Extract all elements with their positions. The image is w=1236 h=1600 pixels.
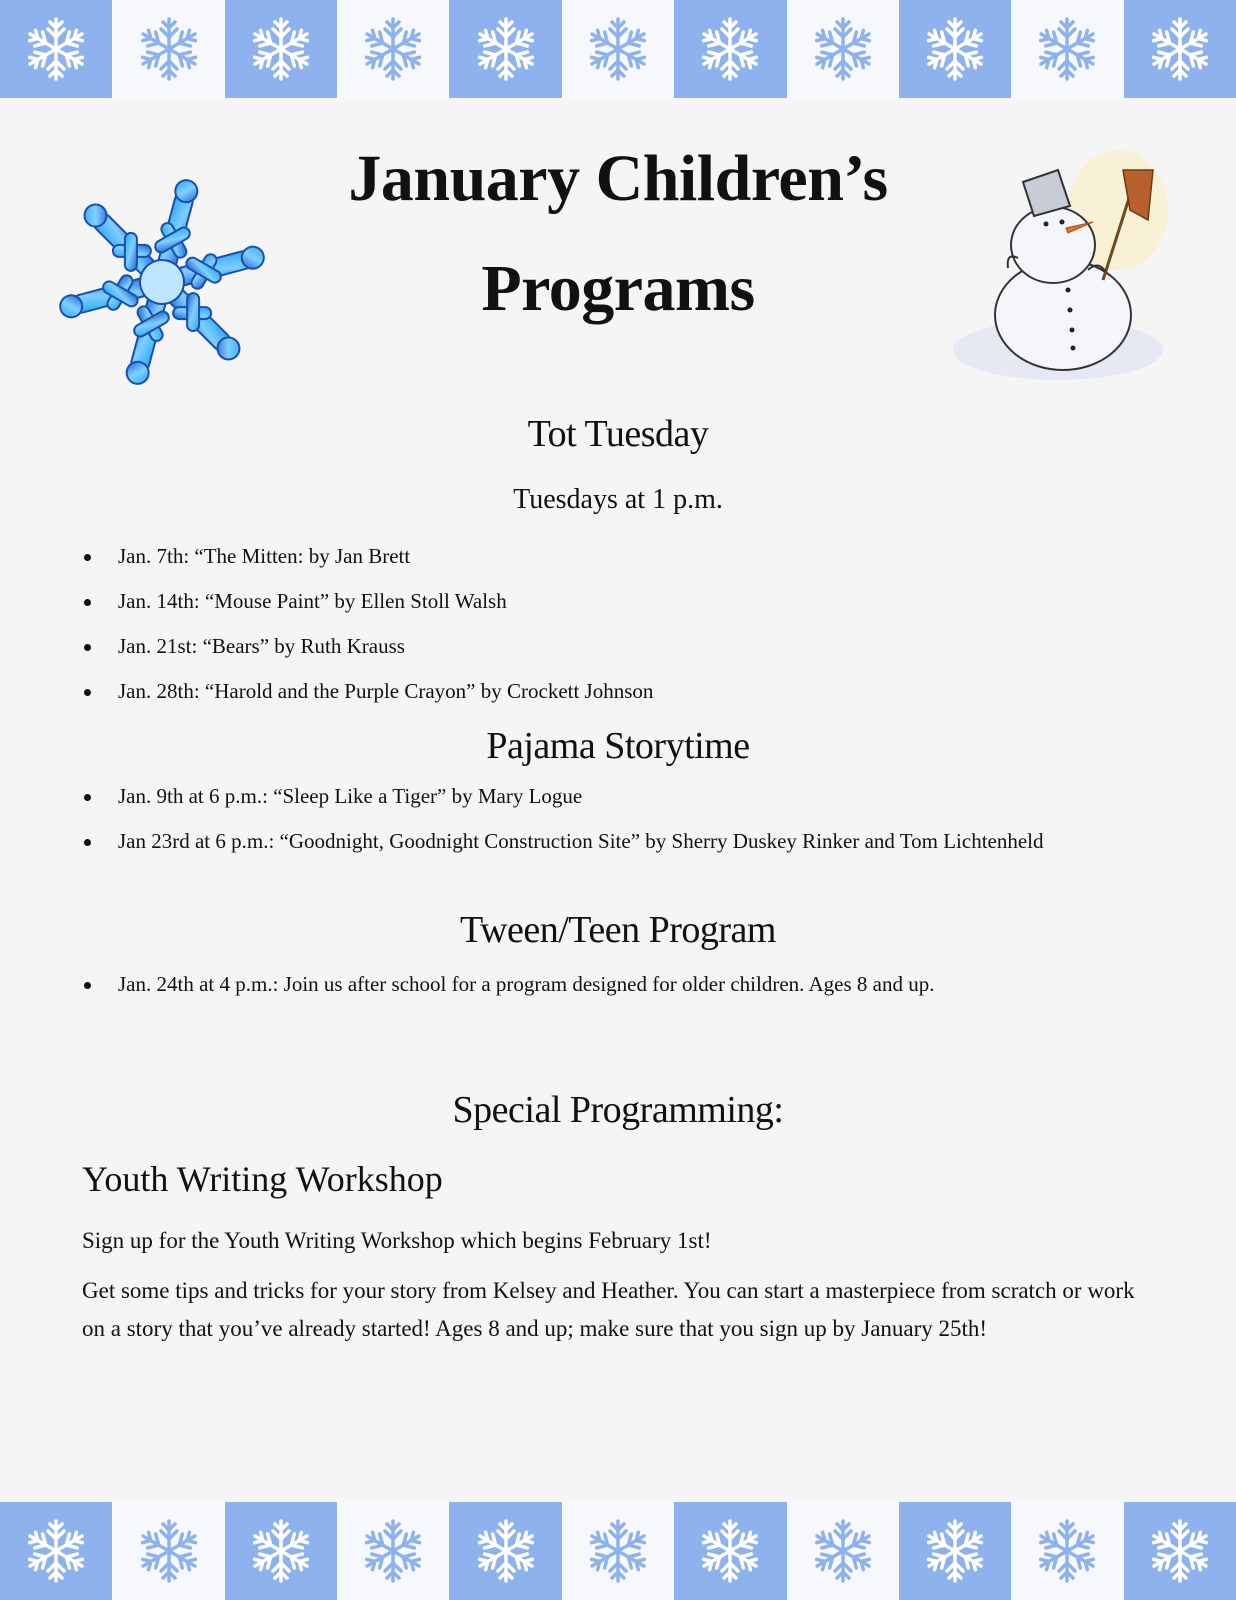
snowflake-icon <box>674 0 786 98</box>
snowflake-icon <box>899 1502 1011 1600</box>
snowflake-icon <box>225 0 337 98</box>
section-heading-tween: Tween/Teen Program <box>460 909 776 951</box>
snowflake-icon <box>112 1502 224 1600</box>
workshop-description: Get some tips and tricks for your story from Kelsey and Heather. You can start a masterpiece from scratch or work on a story that you’ve already started! Ages 8 and up; make sure that you sign up by January 25th! <box>82 1278 1135 1341</box>
tot-tuesday-list <box>82 540 1082 720</box>
snowflake-icon <box>449 0 561 98</box>
section-heading-tot-tuesday: Tot Tuesday <box>527 413 709 455</box>
pajama-list <box>82 780 1082 870</box>
workshop-title: Youth Writing Workshop <box>82 1159 443 1199</box>
title-line: Programs <box>481 252 755 325</box>
section-heading-special: Special Programming: <box>452 1089 784 1131</box>
snowflake-icon <box>449 1502 561 1600</box>
page-title <box>250 124 986 344</box>
snowflake-icon <box>899 0 1011 98</box>
top-border <box>0 0 1236 98</box>
snowflake-icon <box>225 1502 337 1600</box>
snowflake-icon <box>52 172 272 392</box>
snowflake-icon <box>1011 1502 1123 1600</box>
snowflake-icon <box>562 1502 674 1600</box>
workshop-signup-text: Sign up for the Youth Writing Workshop which begins February 1st! <box>82 1228 712 1253</box>
section-heading-pajama: Pajama Storytime <box>486 725 750 767</box>
snowflake-icon <box>1124 0 1236 98</box>
title-line: January Children’s <box>348 142 888 215</box>
list-item: Jan. 9th at 6 p.m.: “Sleep Like a Tiger” by Mary Logue <box>82 780 1082 813</box>
snowflake-icon <box>337 0 449 98</box>
list-item: Jan. 7th: “The Mitten: by Jan Brett <box>82 540 1082 573</box>
snowflake-icon <box>112 0 224 98</box>
list-item: Jan. 28th: “Harold and the Purple Crayon” by Crockett Johnson <box>82 675 1082 708</box>
snowflake-icon <box>674 1502 786 1600</box>
list-item: Jan. 21st: “Bears” by Ruth Krauss <box>82 630 1082 663</box>
snowflake-icon <box>787 1502 899 1600</box>
bottom-border <box>0 1502 1236 1600</box>
snowflake-icon <box>337 1502 449 1600</box>
tween-list <box>82 968 1082 1013</box>
snowflake-icon <box>0 1502 112 1600</box>
snowflake-icon <box>787 0 899 98</box>
list-item: Jan. 14th: “Mouse Paint” by Ellen Stoll Walsh <box>82 585 1082 618</box>
snowflake-icon <box>1124 1502 1236 1600</box>
list-item: Jan 23rd at 6 p.m.: “Goodnight, Goodnight Construction Site” by Sherry Duskey Rinker and Tom Lichtenheld <box>82 825 1082 858</box>
snowflake-icon <box>0 0 112 98</box>
snowflake-icon <box>1011 0 1123 98</box>
snowflake-icon <box>562 0 674 98</box>
list-item: Jan. 24th at 4 p.m.: Join us after school for a program designed for older children. Ages 8 and up. <box>82 968 1082 1001</box>
section-subheading: Tuesdays at 1 p.m. <box>513 484 723 515</box>
